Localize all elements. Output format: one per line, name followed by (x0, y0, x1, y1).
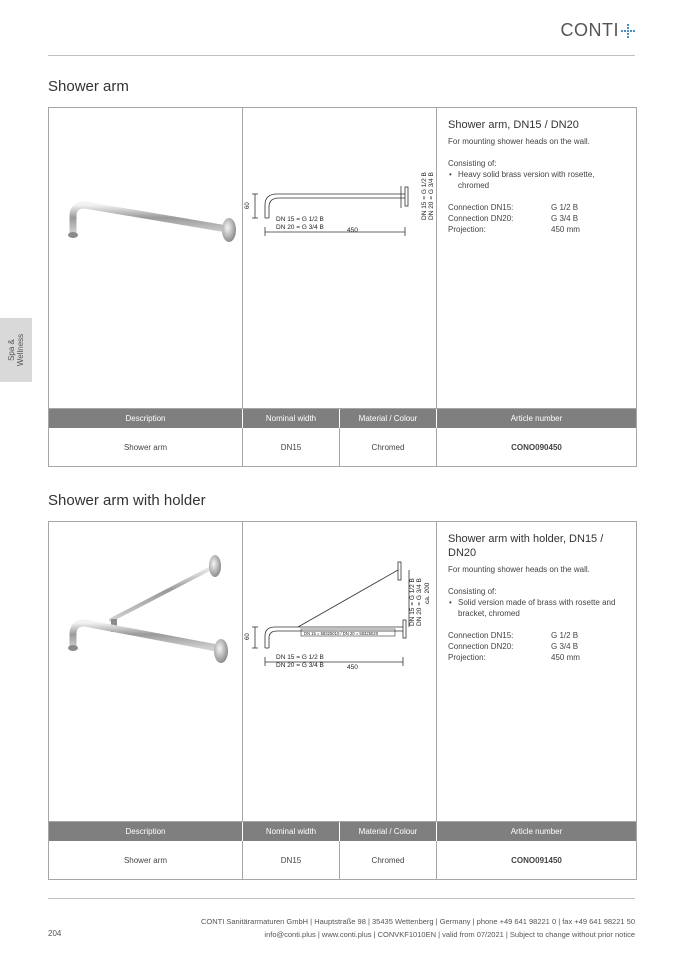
col-header-nominal-width: Nominal width (243, 409, 340, 428)
dn20-label: DN 20 = G 3/4 B (276, 662, 324, 669)
product-photo (49, 108, 243, 408)
dn15-label: DN 15 = G 1/2 B (276, 216, 324, 223)
list-item: • Solid version made of brass with rosette and bracket, chromed (448, 597, 625, 619)
spec-row: Connection DN20: G 3/4 B (448, 214, 579, 223)
col-header-article-number: Article number (510, 414, 563, 423)
footer-divider (48, 898, 635, 899)
spec-row: Connection DN15: G 1/2 B (448, 631, 579, 640)
col-header-nominal-width: Nominal width (243, 822, 340, 841)
table-header (49, 822, 636, 841)
technical-drawing (243, 522, 437, 821)
dim-bracket-label: ca. 200 (424, 582, 431, 604)
page-number: 204 (48, 929, 62, 938)
cell-nominal-width: DN15 (243, 428, 340, 466)
vertical-dn15-label: DN 15 = G 1/2 B (421, 172, 428, 220)
cell-nominal-width: DN15 (243, 841, 340, 879)
spec-row: Connection DN20: G 3/4 B (448, 642, 579, 651)
side-tab-label: Spa & Wellness (7, 333, 25, 367)
table-row (49, 841, 636, 879)
cross-dots-icon (621, 24, 635, 38)
product-card-shower-arm (48, 107, 637, 467)
product-card-shower-arm-with-holder (48, 521, 637, 880)
section-title-shower-arm-with-holder: Shower arm with holder (48, 492, 206, 509)
spec-row: Connection DN15: G 1/2 B (448, 203, 579, 212)
col-header-description: Description (49, 822, 243, 841)
col-header-description: Description (49, 409, 243, 428)
cell-description: Shower arm (49, 428, 243, 466)
vertical-dn15-label: DN 15 = G 1/2 B (409, 578, 416, 626)
consisting-list (448, 169, 625, 191)
col-header-article-number: Article number (510, 827, 563, 836)
product-info-title: Shower arm, DN15 / DN20 (448, 119, 579, 131)
vertical-dn20-label: DN 20 = G 3/4 B (416, 578, 423, 626)
product-info-title: Shower arm with holder, DN15 / DN20 (448, 533, 604, 559)
consisting-of-label: Consisting of: (448, 587, 497, 596)
dn20-label: DN 20 = G 3/4 B (276, 224, 324, 231)
dim-length-label: 450 (347, 227, 358, 234)
section-title-shower-arm: Shower arm (48, 78, 129, 95)
consisting-of-label: Consisting of: (448, 159, 497, 168)
col-header-material: Material / Colour (340, 822, 437, 841)
table-row (49, 428, 636, 466)
table-header (49, 409, 636, 428)
header-divider (48, 55, 635, 56)
side-tab-spa-wellness[interactable] (0, 318, 32, 382)
dn15-label: DN 15 = G 1/2 B (276, 654, 324, 661)
product-photo (49, 522, 243, 821)
vertical-dn20-label: DN 20 = G 3/4 B (428, 172, 435, 220)
footer-links[interactable]: info@conti.plus | www.conti.plus | CONVKF1010EN | valid from 07/2021 | Subject to change without prior notice (264, 930, 635, 939)
footer-address: CONTI Sanitärarmaturen GmbH | Hauptstraße 98 | 35435 Wettenberg | Germany | phone +49 641 98221 0 | fax +49 641 98221 50 (200, 917, 635, 926)
product-info (437, 108, 636, 408)
list-item: • Heavy solid brass version with rosette, chromed (448, 169, 625, 191)
technical-drawing (243, 108, 437, 408)
cell-material: Chromed (340, 841, 437, 879)
footer-contact (201, 915, 635, 941)
brand-name: CONTI (560, 20, 619, 40)
product-info-subtitle: For mounting shower heads on the wall. (448, 137, 590, 146)
consisting-list (448, 597, 625, 619)
cell-article-number: CONO090450 (511, 442, 562, 452)
col-header-material: Material / Colour (340, 409, 437, 428)
dim-height-label: 60 (245, 202, 251, 209)
product-info-subtitle: For mounting shower heads on the wall. (448, 565, 590, 574)
dim-length-label: 450 (347, 664, 358, 671)
cell-description: Shower arm (49, 841, 243, 879)
conti-logo (561, 20, 636, 41)
spec-row: Projection: 450 mm (448, 225, 580, 234)
dim-height-label: 60 (245, 633, 251, 640)
cell-material: Chromed (340, 428, 437, 466)
pipe-label: DN 15 = 58325010 / DN 20 = 58325020 (304, 631, 379, 636)
spec-row: Projection: 450 mm (448, 653, 580, 662)
cell-article-number: CONO091450 (511, 855, 562, 865)
product-info (437, 522, 636, 821)
